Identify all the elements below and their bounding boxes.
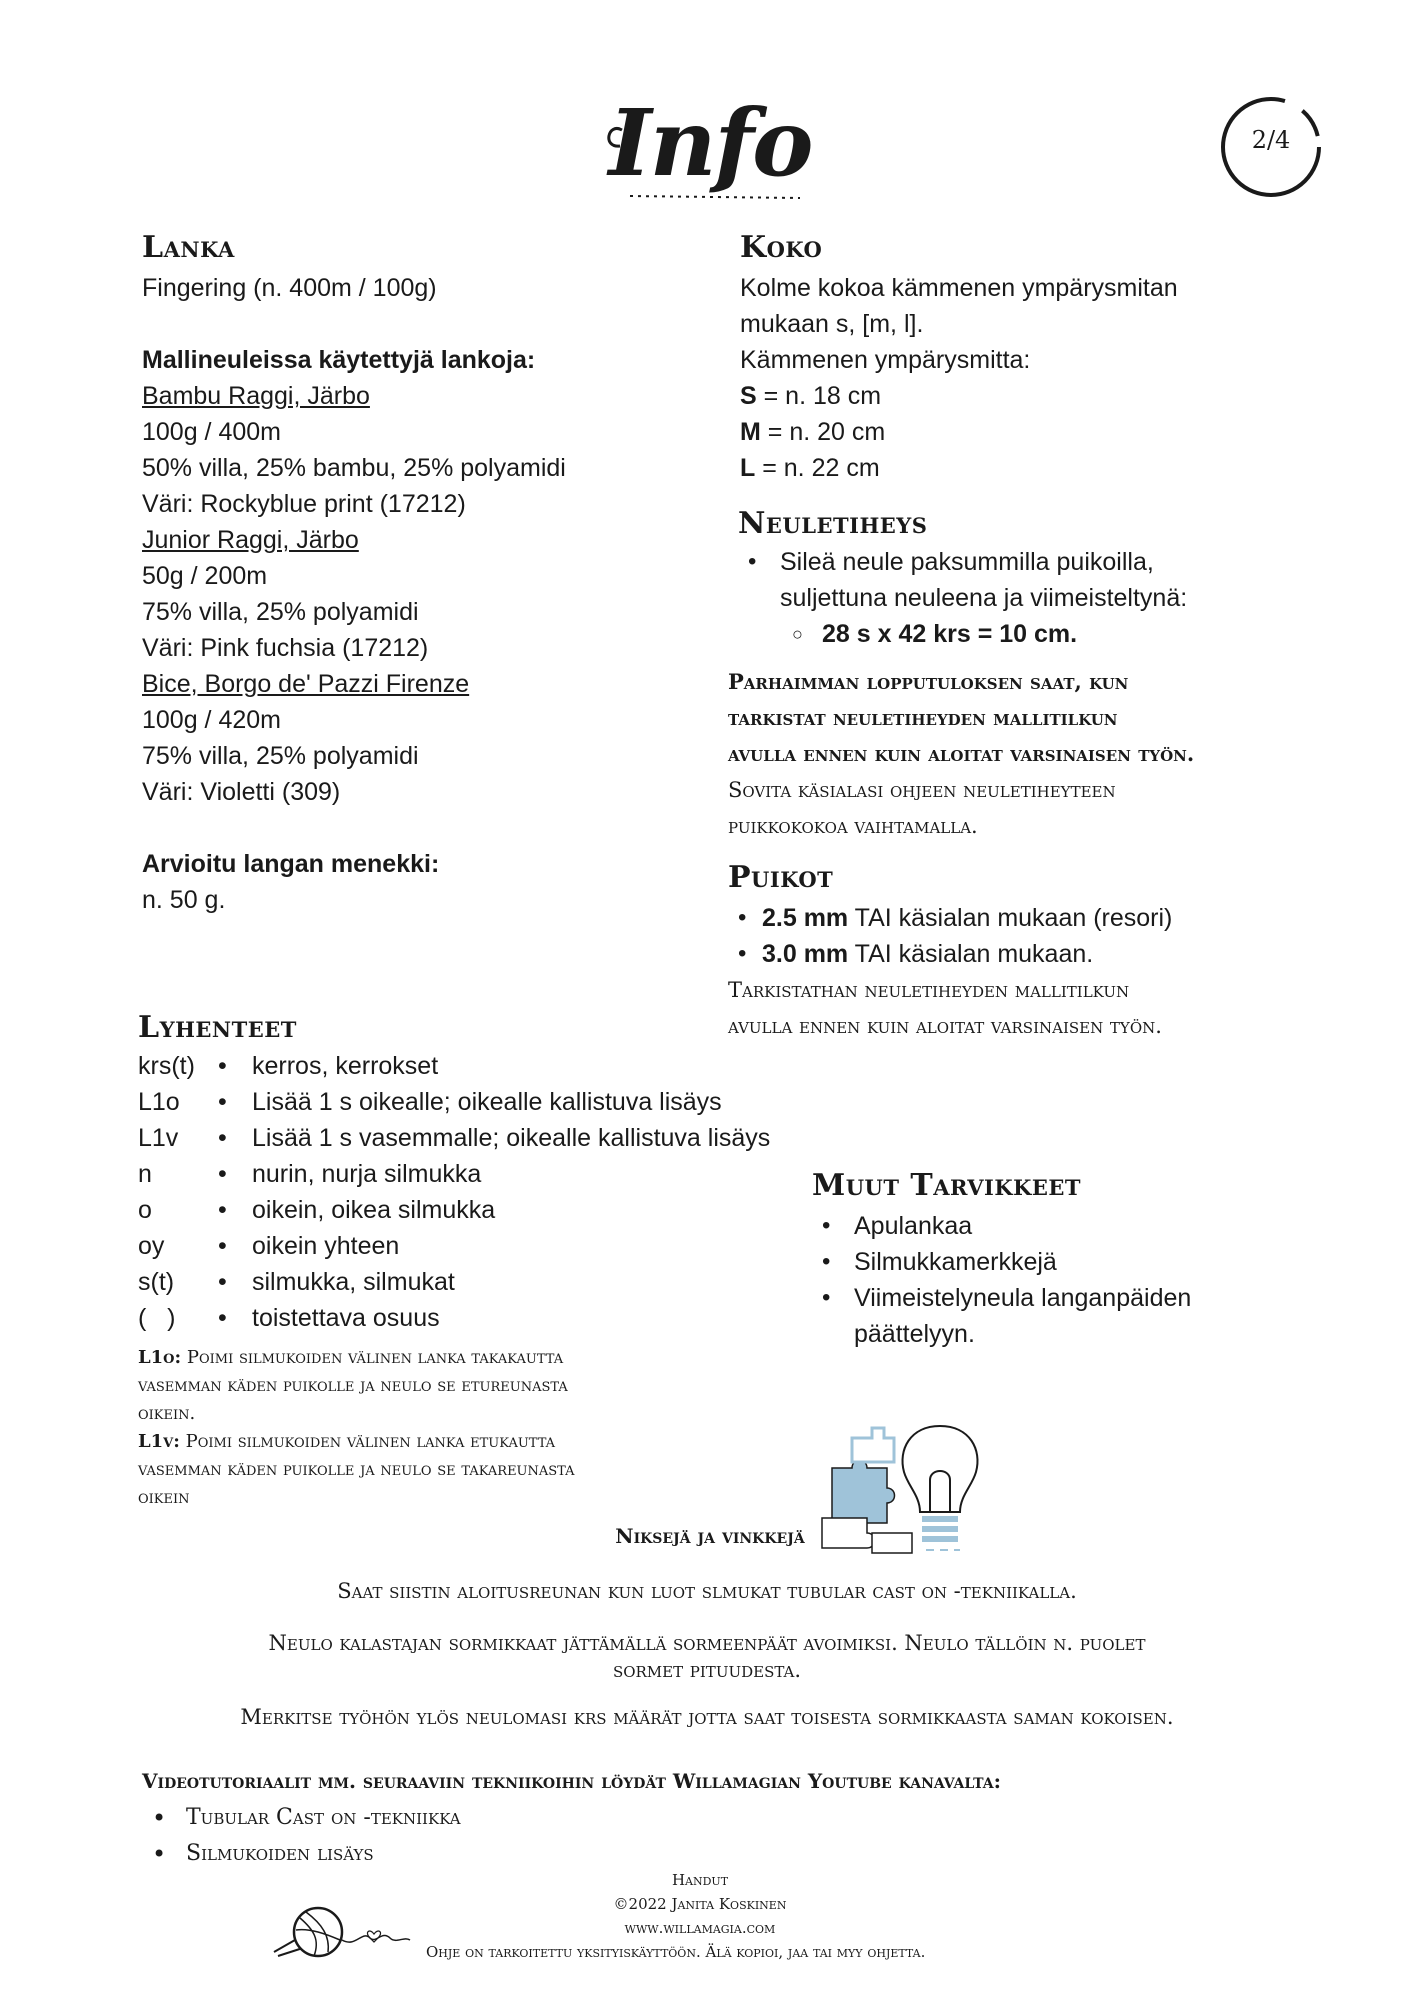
supply-item: • Silmukkamerkkejä [812, 1244, 1352, 1280]
needle-note: Tarkistathan neuletiheyden mallitilkun [728, 978, 1130, 1002]
yarn-detail: 50% villa, 25% bambu, 25% polyamidi [142, 454, 566, 482]
koko-heading: Koko [740, 230, 823, 265]
tips-heading: Niksejä ja vinkkejä [615, 1524, 805, 1548]
footer-copyright: ©2022 Janita Koskinen [613, 1895, 787, 1913]
lanka-section [142, 230, 742, 918]
tip: Neulo kalastajan sormikkaat jättämällä sormeenpäät avoimiksi. Neulo tällöin n. puolet sormet pituudesta. [268, 1631, 1146, 1682]
tarvikkeet-heading: Muut Tarvikkeet [812, 1168, 1081, 1203]
abbr-row: n • nurin, nurja silmukka [138, 1160, 482, 1188]
video-heading: Videotutoriaalit mm. seuraaviin tekniikoihin löydät Willamagian Youtube kanavalta: [142, 1769, 1002, 1793]
yarn-ball-icon [270, 1900, 430, 1960]
usage-heading: Arvioitu langan menekki: [142, 850, 440, 878]
footer-website: www.willamagia.com [624, 1919, 776, 1937]
koko-text: mukaan s, [m, l]. [740, 310, 924, 338]
footer-title: Handut [671, 1871, 729, 1889]
yarn-detail: 50g / 200m [142, 562, 268, 590]
neuletiheys-section [738, 506, 1358, 652]
koko-text: Kämmenen ympärysmitta: [740, 346, 1031, 374]
abbr-row: L1o • Lisää 1 s oikealle; oikealle kallistuva lisäys [138, 1088, 722, 1116]
lightbulb-icon [890, 1420, 990, 1560]
abbr-row: oy • oikein yhteen [138, 1232, 400, 1260]
video-item: • Tubular Cast on -tekniikka [142, 1800, 1292, 1836]
gauge-bullet: • Sileä neule paksummilla puikoilla, [738, 544, 1358, 580]
yarn-detail: 100g / 420m [142, 706, 281, 734]
needle-item: • 3.0 mm TAI käsialan mukaan. [728, 936, 1368, 972]
yarn-detail: 75% villa, 25% polyamidi [142, 598, 419, 626]
abbr-notes: L1o: Poimi silmukoiden välinen lanka takakautta vasemman käden puikolle ja neulo se etureunasta oikein. L1v: Poimi silmukoiden välinen lanka etukautta vasemman käden puikolle ja neulo se takareunasta oikein [138, 1347, 575, 1508]
gauge-bullet-cont: suljettuna neuleena ja viimeisteltynä: [780, 584, 1188, 612]
abbr-row: o • oikein, oikea silmukka [138, 1196, 496, 1224]
supply-item: • Apulankaa [812, 1208, 1352, 1244]
yarn-detail: 100g / 400m [142, 418, 281, 446]
footer [400, 1868, 1000, 1940]
gauge-note: Parhaimman lopputuloksen saat, kun tarkistat neuletiheyden mallitilkun avulla ennen kuin aloitat varsinaisen työn. Sovita käsialasi ohjeen neuletiheyteen puikkokokoa vaihtamalla. [728, 669, 1195, 838]
size-row: M = n. 20 cm [740, 418, 886, 446]
abbr-row: s(t) • silmukka, silmukat [138, 1268, 455, 1296]
yarn-detail: Väri: Pink fuchsia (17212) [142, 634, 429, 662]
yarn-name: Bambu Raggi, Järbo [142, 382, 370, 410]
size-row: S = n. 18 cm [740, 382, 882, 410]
tarvikkeet-section [812, 1168, 1352, 1352]
usage-value: n. 50 g. [142, 886, 226, 914]
supply-item-cont: päättelyyn. [854, 1320, 975, 1348]
abbr-row: ( ) • toistettava osuus [138, 1304, 440, 1332]
tip: Saat siistin aloitusreunan kun luot slmukat tubular cast on -tekniikalla. [337, 1579, 1077, 1603]
yarn-name: Bice, Borgo de' Pazzi Firenze [142, 670, 470, 698]
supply-item: • Viimeistelyneula langanpäiden [812, 1280, 1352, 1316]
abbr-row: L1v • Lisää 1 s vasemmalle; oikealle kallistuva lisäys [138, 1124, 771, 1152]
koko-text: Kolme kokoa kämmenen ympärysmitan [740, 274, 1178, 302]
yarns-heading: Mallineuleissa käytettyjä lankoja: [142, 346, 536, 374]
yarn-name: Junior Raggi, Järbo [142, 526, 359, 554]
yarn-detail: 75% villa, 25% polyamidi [142, 742, 419, 770]
needle-item: • 2.5 mm TAI käsialan mukaan (resori) [728, 900, 1368, 936]
gauge-value: ○ 28 s x 42 krs = 10 cm. [780, 616, 1358, 652]
koko-section [740, 230, 1340, 486]
title-flourish [600, 100, 820, 210]
lyhenteet-section [138, 1010, 858, 1336]
yarn-detail: Väri: Rockyblue print (17212) [142, 490, 466, 518]
needle-note: avulla ennen kuin aloitat varsinaisen työn. [728, 1014, 1162, 1038]
yarn-weight: Fingering (n. 400m / 100g) [142, 274, 437, 302]
lanka-heading: Lanka [142, 230, 235, 265]
page-title: Info [608, 89, 812, 197]
video-item: • Silmukoiden lisäys [142, 1836, 1292, 1872]
page-number: 2/4 [1251, 126, 1291, 154]
yarn-detail: Väri: Violetti (309) [142, 778, 341, 806]
abbr-row: krs(t) • kerros, kerrokset [138, 1052, 439, 1080]
video-section [142, 1766, 1292, 1872]
neuletiheys-heading: Neuletiheys [738, 506, 928, 541]
puikot-heading: Puikot [728, 860, 834, 895]
footer-notice: Ohje on tarkoitettu yksityiskäyttöön. Älä kopioi, jaa tai myy ohjetta. [426, 1943, 926, 1961]
lyhenteet-heading: Lyhenteet [138, 1010, 297, 1045]
tip: Merkitse työhön ylös neulomasi krs määrät jotta saat toisesta sormikkaasta saman kokoisen. [240, 1705, 1174, 1729]
size-row: L = n. 22 cm [740, 454, 880, 482]
